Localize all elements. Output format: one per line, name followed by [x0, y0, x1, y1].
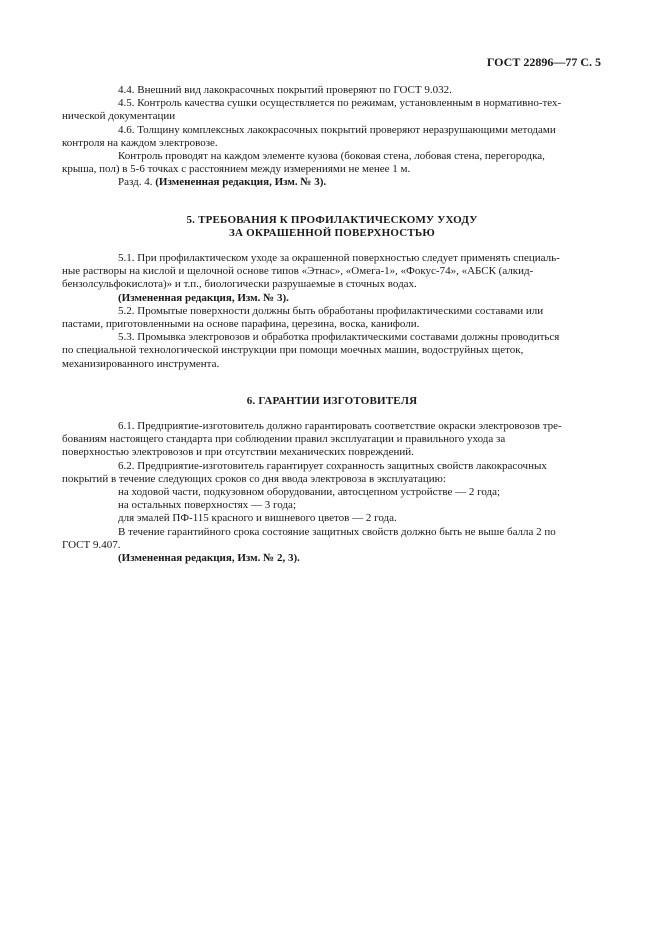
paragraph-line: пастами, приготовленными на основе парафина, церезина, воска, канифоли. — [62, 318, 420, 331]
revision-prefix: Разд. 4. — [118, 176, 156, 189]
heading-line: 6. ГАРАНТИИ ИЗГОТОВИТЕЛЯ — [246, 394, 418, 407]
paragraph-line: 4.6. Толщину комплексных лакокрасочных покрытий проверяют неразрушающими методами — [118, 123, 556, 136]
revision-line — [62, 176, 602, 189]
section-4-revision — [62, 176, 602, 189]
paragraph-line: бованиям настоящего стандарта при соблюдении правил эксплуатации и правильного ухода за — [62, 433, 506, 446]
paragraph-line: покрытий в течение следующих сроков со дня ввода электровоза в эксплуатацию: — [62, 472, 446, 485]
paragraph-6-1 — [62, 420, 602, 460]
paragraph-5-1-revision — [62, 292, 602, 305]
heading-line: ЗА ОКРАШЕННОЙ ПОВЕРХНОСТЬЮ — [229, 226, 435, 239]
paragraph-line: механизированного инструмента. — [62, 357, 220, 370]
paragraph-line: крыша, пол) в 5-6 точках с расстоянием между измерениями не менее 1 м. — [62, 163, 411, 176]
paragraph-line: 5.3. Промывка электровозов и обработка профилактическими составами должны проводиться — [118, 331, 560, 344]
section-6-revision — [62, 552, 602, 565]
paragraph-warranty — [62, 526, 602, 552]
paragraph-line: 5.2. Промытые поверхности должны быть обработаны профилактическими составами или — [118, 304, 544, 317]
paragraph-control — [62, 150, 602, 176]
revision-note: (Измененная редакция, Изм. № 2, 3). — [118, 552, 300, 565]
revision-note: (Измененная редакция, Изм. № 3). — [155, 176, 327, 189]
paragraph-5-3 — [62, 331, 602, 371]
list-item: для эмалей ПФ-115 красного и вишневого цветов — 2 года. — [118, 512, 397, 525]
list-item: на ходовой части, подкузовном оборудовании, автосцепном устройстве — 2 года; — [118, 486, 501, 499]
paragraph-line: 6.2. Предприятие-изготовитель гарантирует сохранность защитных свойств лакокрасочных — [118, 459, 547, 472]
paragraph-line: 6.1. Предприятие-изготовитель должно гарантировать соответствие окраски электровозов тре- — [118, 420, 562, 433]
list-item: на остальных поверхностях — 3 года; — [118, 499, 296, 512]
paragraph-line: 4.5. Контроль качества сушки осуществляется по режимам, установленным в нормативно-тех- — [118, 97, 562, 110]
paragraph-line: В течение гарантийного срока состояние защитных свойств должно быть не выше балла 2 по — [118, 525, 556, 538]
paragraph-5-1 — [62, 252, 602, 292]
paragraph-4-6 — [62, 124, 602, 150]
document-body — [62, 84, 602, 565]
revision-note: (Измененная редакция, Изм. № 3). — [118, 291, 289, 304]
paragraph-4-5 — [62, 97, 602, 123]
heading-line: 5. ТРЕБОВАНИЯ К ПРОФИЛАКТИЧЕСКОМУ УХОДУ — [186, 213, 478, 226]
section-6-heading — [62, 395, 602, 408]
paragraph-line: 4.4. Внешний вид лакокрасочных покрытий проверяют по ГОСТ 9.032. — [118, 84, 452, 96]
paragraph-line: контроля на каждом электровозе. — [62, 136, 218, 149]
paragraph-line: ные растворы на кислой и щелочной основе типов «Этнас», «Омега-1», «Фокус-74», «АБСК (алкид- — [62, 265, 534, 278]
paragraph-line: по специальной технологической инструкции при помощи моечных машин, водоструйных щеток, — [62, 344, 524, 357]
paragraph-6-2 — [62, 460, 602, 526]
page-header: ГОСТ 22896—77 С. 5 — [486, 55, 601, 69]
paragraph-4-4 — [62, 84, 602, 97]
paragraph-line: 5.1. При профилактическом уходе за окрашенной поверхностью следует применять специаль- — [118, 252, 560, 265]
paragraph-line: Контроль проводят на каждом элементе кузова (боковая стена, лобовая стена, перегородка, — [118, 150, 545, 163]
paragraph-line: поверхностью электровозов и при отсутствии механических повреждений. — [62, 446, 414, 459]
paragraph-line: ГОСТ 9.407. — [62, 538, 121, 551]
section-5-heading — [62, 214, 602, 240]
paragraph-5-2 — [62, 305, 602, 331]
paragraph-line: бензолсульфокислота)» и т.п., биологически разрушаемые в сточных водах. — [62, 278, 417, 291]
paragraph-line: нической документации — [62, 110, 176, 123]
